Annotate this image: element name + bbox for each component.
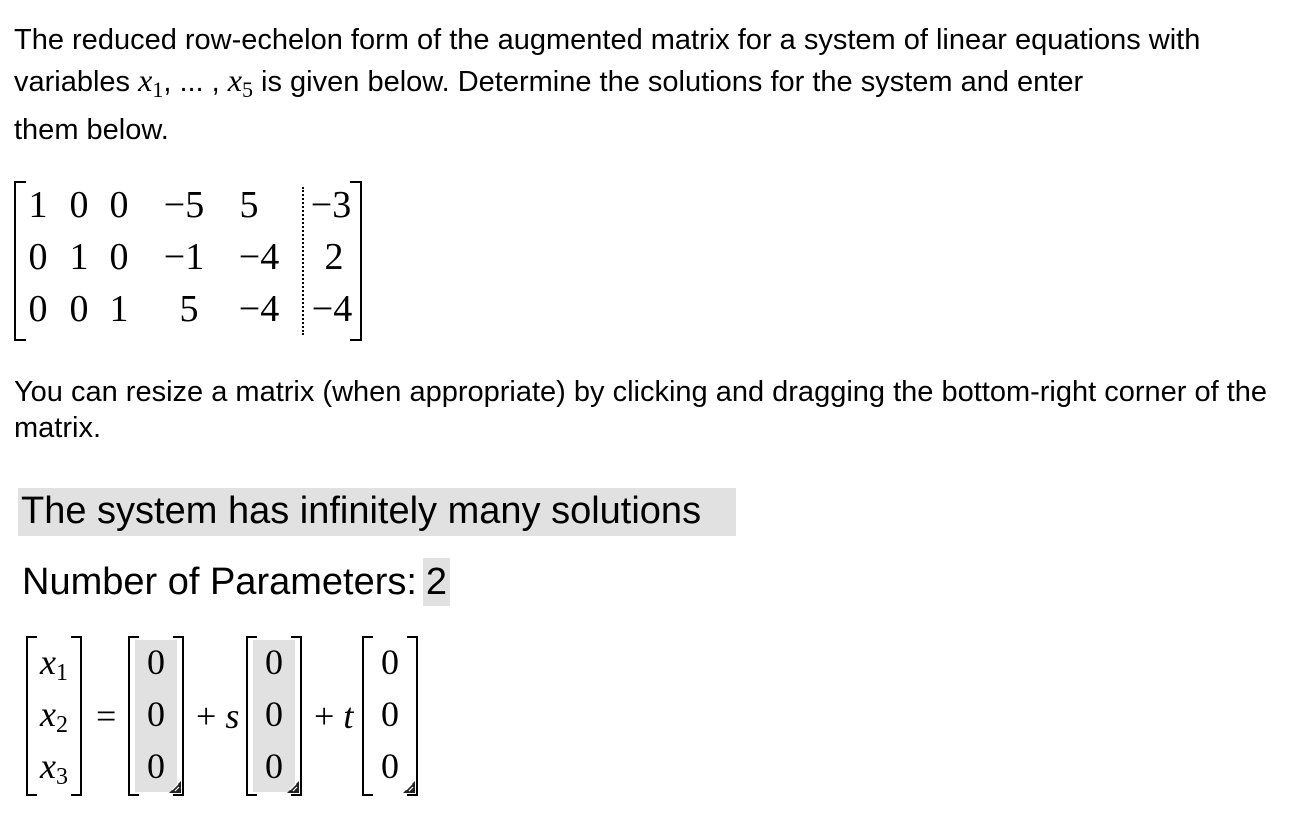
- matrix-cell: −5: [163, 184, 205, 226]
- constant-input-3[interactable]: 0: [147, 746, 165, 786]
- matrix-cell: 0: [28, 236, 48, 278]
- matrix-cell: 1: [109, 288, 129, 330]
- parameters-input[interactable]: 2: [423, 558, 450, 606]
- resize-handle-icon[interactable]: [400, 778, 416, 794]
- s-input-3[interactable]: 0: [265, 746, 283, 786]
- question-text-after: is given below. Determine the solutions for the system and enter: [253, 66, 1084, 98]
- matrix-cell: −4: [311, 288, 353, 330]
- matrix-cell: 0: [109, 184, 129, 226]
- question-ellipsis: , ... ,: [163, 66, 228, 98]
- solution-type-dropdown[interactable]: [18, 488, 736, 536]
- t-input-2[interactable]: 0: [381, 694, 399, 734]
- matrix-cell: −4: [238, 288, 280, 330]
- matrix-cell: 0: [109, 236, 129, 278]
- matrix-cell: −4: [238, 236, 280, 278]
- constant-input-1[interactable]: 0: [147, 642, 165, 682]
- plus-s: + s: [196, 696, 240, 736]
- matrix-cell: 2: [324, 236, 344, 278]
- variable-x2: $x_2$: [40, 694, 68, 738]
- variable-x1: $x_1$: [40, 642, 68, 686]
- variable-x3: $x_3$: [40, 746, 68, 790]
- resize-note: You can resize a matrix (when appropriate) by clicking and dragging the bottom-right corner of the matrix.: [14, 376, 1268, 444]
- question-prompt: [14, 20, 1294, 150]
- matrix-cell: 1: [69, 236, 89, 278]
- equals-sign: =: [96, 696, 117, 736]
- constant-vector: [128, 636, 184, 796]
- s-input-1[interactable]: 0: [265, 642, 283, 682]
- matrix-cell: 5: [179, 288, 199, 330]
- resize-handle-icon[interactable]: [284, 778, 300, 794]
- matrix-cell: 0: [28, 288, 48, 330]
- matrix-cell: −1: [163, 236, 205, 278]
- variable-x5: x5: [227, 62, 253, 102]
- constant-entries: [135, 640, 177, 792]
- parameters-label: Number of Parameters:: [22, 561, 417, 603]
- t-input-1[interactable]: 0: [381, 642, 399, 682]
- question-text-before: The reduced row-echelon form of the augmented matrix for a system of linear equations with variables: [14, 24, 1201, 98]
- s-entries: [253, 640, 295, 792]
- plus-t: + t: [314, 696, 354, 736]
- matrix-cell: −3: [310, 184, 352, 226]
- t-entries: [369, 640, 411, 792]
- question-text-line3: them below.: [14, 114, 169, 146]
- matrix-cell: 0: [69, 184, 89, 226]
- variable-x1: x1: [138, 62, 164, 102]
- t-input-3[interactable]: 0: [381, 746, 399, 786]
- augmented-matrix: [14, 181, 362, 339]
- matrix-cell: 1: [28, 184, 48, 226]
- s-vector: [246, 636, 302, 796]
- parameters-row: [22, 558, 450, 606]
- t-vector: [362, 636, 418, 796]
- constant-input-2[interactable]: 0: [147, 694, 165, 734]
- matrix-cell: 0: [69, 288, 89, 330]
- solution-type-selected: The system has infinitely many solutions: [21, 490, 702, 532]
- resize-handle-icon[interactable]: [166, 778, 182, 794]
- s-input-2[interactable]: 0: [265, 694, 283, 734]
- variable-vector: [26, 636, 82, 796]
- matrix-cell: 5: [239, 184, 259, 226]
